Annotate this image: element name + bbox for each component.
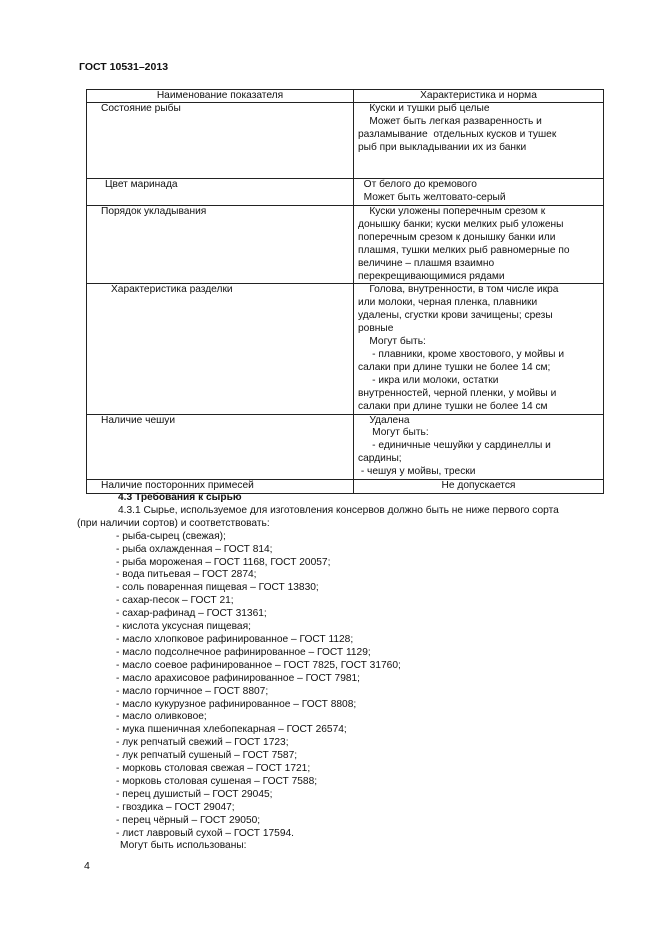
value-line: салаки при длине тушки не более 14 см: [358, 400, 548, 412]
value-line: Могут быть:: [358, 336, 426, 348]
list-item: - лук репчатый сушеный – ГОСТ 7587;: [116, 750, 298, 762]
list-item: - перец душистый – ГОСТ 29045;: [116, 788, 273, 800]
list-item: - масло кукурузное рафинированное – ГОСТ 8808;: [116, 698, 357, 710]
raw-materials-section: [79, 492, 609, 853]
row-value: [354, 103, 603, 155]
section-title: 4.3 Требования к сырью: [118, 492, 242, 503]
list-item: - вода питьевая – ГОСТ 2874;: [116, 569, 257, 581]
table-row: [87, 179, 604, 206]
value-line: Может быть желтовато-серый: [358, 191, 506, 203]
list-item: - лук репчатый свежий – ГОСТ 1723;: [116, 737, 289, 749]
list-item: - кислота уксусная пищевая;: [116, 621, 251, 633]
section-paragraph-line: 4.3.1 Сырье, используемое для изготовления консервов должно быть не ниже первого сорта: [118, 504, 559, 516]
value-line: Куски и тушки рыб целые: [358, 103, 490, 114]
value-line: Может быть легкая разваренность и: [358, 115, 542, 127]
list-item: - рыба-сырец (свежая);: [116, 530, 226, 542]
raw-materials-list: [79, 531, 609, 841]
value-line: Голова, внутренности, в том числе икра: [358, 284, 559, 296]
section-paragraph-line: (при наличии сортов) и соответствовать:: [77, 517, 270, 529]
list-item: - лист лавровый сухой – ГОСТ 17594.: [116, 827, 295, 839]
value-line: Могут быть:: [358, 427, 429, 439]
table-row: [87, 284, 604, 414]
list-item: - морковь столовая сушеная – ГОСТ 7588;: [116, 775, 318, 787]
list-item: - рыба мороженая – ГОСТ 1168, ГОСТ 20057;: [116, 556, 331, 568]
value-line: Куски уложены поперечным срезом к: [358, 206, 546, 217]
list-item: - масло оливковое;: [116, 711, 207, 723]
list-item: - соль поваренная пищевая – ГОСТ 13830;: [116, 582, 319, 594]
row-name: Наличие посторонних примесей: [101, 480, 254, 492]
list-item: - масло горчичное – ГОСТ 8807;: [116, 685, 269, 697]
value-line: плашмя, тушки мелких рыб равномерные по: [358, 244, 570, 256]
table-row: [87, 206, 604, 284]
value-line: От белого до кремового: [358, 179, 477, 190]
value-line: разламывание отдельных кусков и тушек: [358, 128, 557, 140]
table-header-row: [87, 90, 604, 103]
list-item: - морковь столовая свежая – ГОСТ 1721;: [116, 763, 311, 775]
row-value: [354, 415, 603, 480]
row-value: Не допускается: [441, 480, 516, 492]
value-line: ровные: [358, 323, 394, 335]
requirements-table: [86, 89, 604, 494]
table-row: [87, 103, 604, 179]
list-item: - масло подсолнечное рафинированное – ГОСТ 1129;: [116, 646, 371, 658]
row-name: Порядок укладывания: [101, 206, 207, 217]
column-header-name: Наименование показателя: [87, 90, 354, 103]
value-line: поперечным срезом к донышку банки или: [358, 231, 556, 243]
row-name: Цвет маринада: [105, 179, 178, 190]
value-line: Удалена: [358, 414, 410, 426]
document-header: ГОСТ 10531–2013: [79, 61, 169, 73]
row-name: Характеристика разделки: [111, 284, 233, 296]
list-item: - сахар-песок – ГОСТ 21;: [116, 595, 234, 607]
row-value: [354, 179, 603, 205]
value-line: - единичные чешуйки у сардинеллы и: [358, 440, 551, 452]
page-number: 4: [84, 860, 90, 872]
column-header-value: Характеристика и норма: [354, 90, 604, 103]
value-line: - икра или молоки, остатки: [358, 374, 499, 386]
row-name: Состояние рыбы: [101, 103, 181, 114]
value-line: перекрещивающимися рядами: [358, 270, 505, 282]
row-value: [354, 206, 603, 283]
value-line: внутренностей, черной пленки, у мойвы и: [358, 387, 557, 399]
row-name: Наличие чешуи: [101, 414, 176, 426]
value-line: или молоки, черная пленка, плавники: [358, 297, 538, 309]
value-line: величине – плашмя взаимно: [358, 257, 495, 269]
list-item: - перец чёрный – ГОСТ 29050;: [116, 814, 261, 826]
value-line: рыб при выкладывании их из банки: [358, 141, 527, 153]
list-item: - масло хлопковое рафинированное – ГОСТ 1128;: [116, 633, 354, 645]
value-line: сардины;: [358, 453, 402, 465]
table-row: [87, 414, 604, 480]
row-value: [354, 284, 603, 413]
list-item: - мука пшеничная хлебопекарная – ГОСТ 26574;: [116, 724, 347, 736]
closing-line: Могут быть использованы:: [120, 840, 247, 852]
value-line: - плавники, кроме хвостового, у мойвы и: [358, 348, 565, 360]
list-item: - масло арахисовое рафинированное – ГОСТ 7981;: [116, 672, 361, 684]
list-item: - гвоздика – ГОСТ 29047;: [116, 801, 235, 813]
list-item: - рыба охлажденная – ГОСТ 814;: [116, 543, 273, 555]
value-line: - чешуя у мойвы, трески: [358, 466, 476, 478]
list-item: - сахар-рафинад – ГОСТ 31361;: [116, 608, 267, 620]
value-line: салаки при длине тушки не более 14 см;: [358, 361, 551, 373]
list-item: - масло соевое рафинированное – ГОСТ 7825, ГОСТ 31760;: [116, 659, 401, 671]
value-line: донышку банки; куски мелких рыб уложены: [358, 218, 564, 230]
value-line: удалены, сгустки крови зачищены; срезы: [358, 310, 553, 322]
